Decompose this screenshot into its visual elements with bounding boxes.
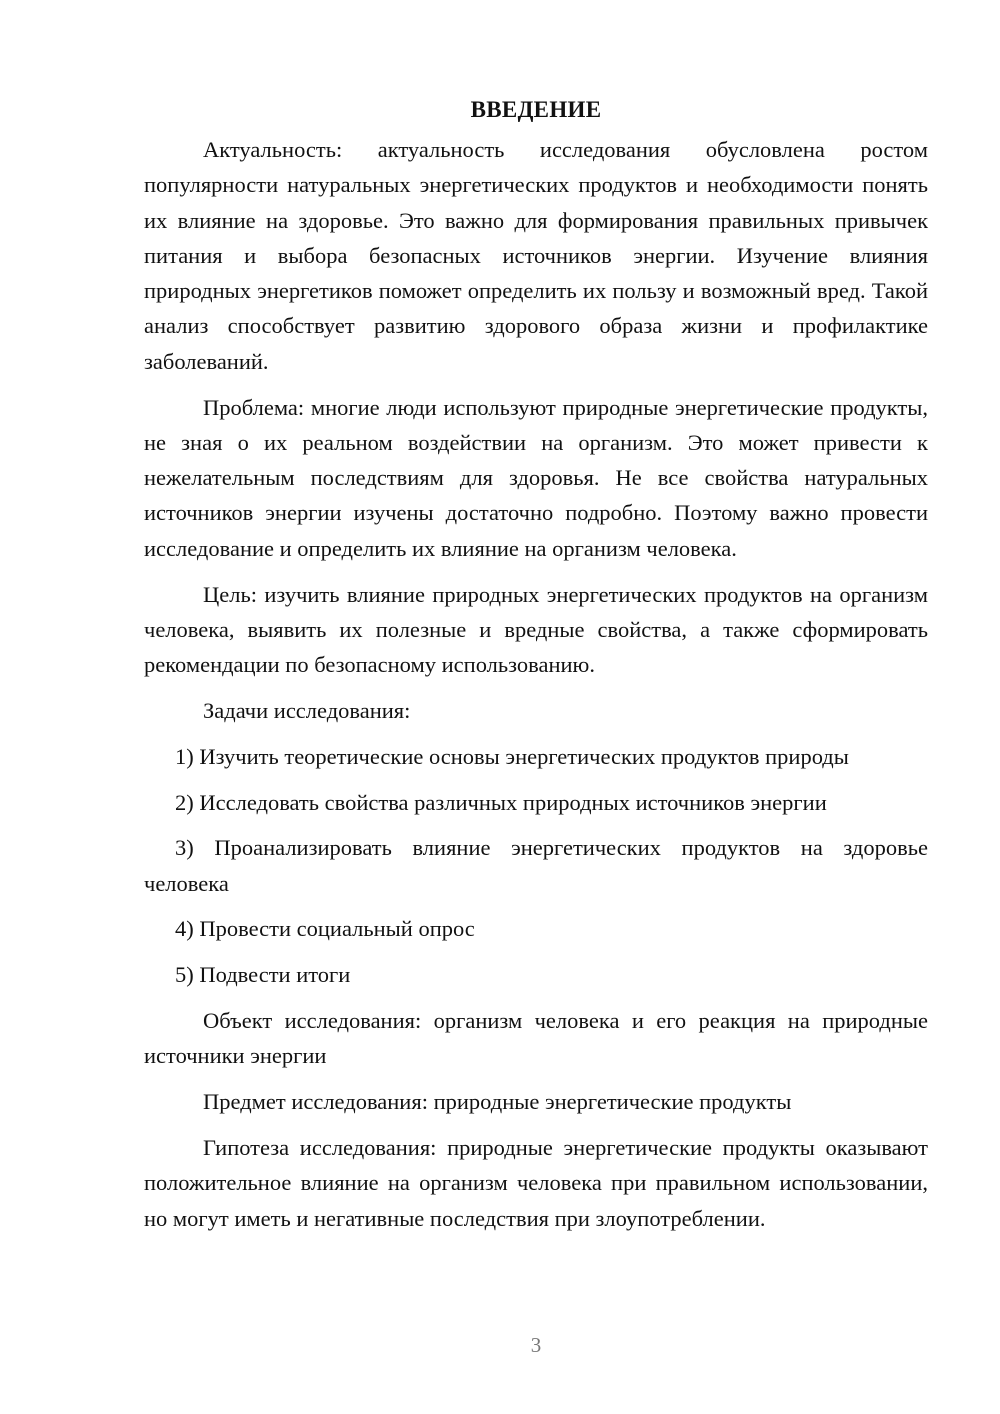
page-number: 3 [530, 1333, 542, 1357]
hypothesis-paragraph: Гипотеза исследования: природные энергетические продукты оказывают положительное влияние на организм человека при правильном использовании, но могут иметь и негативные последствия при злоупотреблении. [144, 1134, 928, 1231]
object-paragraph: Объект исследования: организм человека и его реакция на природные источники энергии [144, 1008, 928, 1069]
document-page [144, 92, 928, 1246]
subject-paragraph: Предмет исследования: природные энергетические продукты [203, 1089, 792, 1115]
task-item: 5) Подвести итоги [175, 962, 351, 988]
task-item: 1) Изучить теоретические основы энергетических продуктов природы [175, 743, 849, 769]
section-title: ВВЕДЕНИЕ [470, 97, 602, 122]
task-item: 2) Исследовать свойства различных природных источников энергии [175, 789, 827, 815]
relevance-paragraph: Актуальность: актуальность исследования обусловлена ростом популярности натуральных энергетических продуктов и необходимости понять их влияние на здоровье. Это важно для формирования правильных привычек питания и выбора безопасных источников энергии. Изучение влияния природных энергетиков поможет определить их пользу и возможный вред. Такой анализ способствует развитию здорового образа жизни и профилактике заболеваний. [144, 137, 928, 374]
task-item: 4) Провести социальный опрос [175, 916, 475, 942]
problem-paragraph: Проблема: многие люди используют природные энергетические продукты, не зная о их реальном воздействии на организм. Это может привести к нежелательным последствиям для здоровья. Не все свойства натуральных источников энергии изучены достаточно подробно. Поэтому важно провести исследование и определить их влияние на организм человека. [144, 394, 928, 561]
tasks-heading: Задачи исследования: [203, 697, 411, 723]
task-item: 3) Проанализировать влияние энергетических продуктов на здоровье человека [144, 835, 928, 896]
goal-paragraph: Цель: изучить влияние природных энергетических продуктов на организм человека, выявить их полезные и вредные свойства, а также сформировать рекомендации по безопасному использованию. [144, 581, 928, 678]
